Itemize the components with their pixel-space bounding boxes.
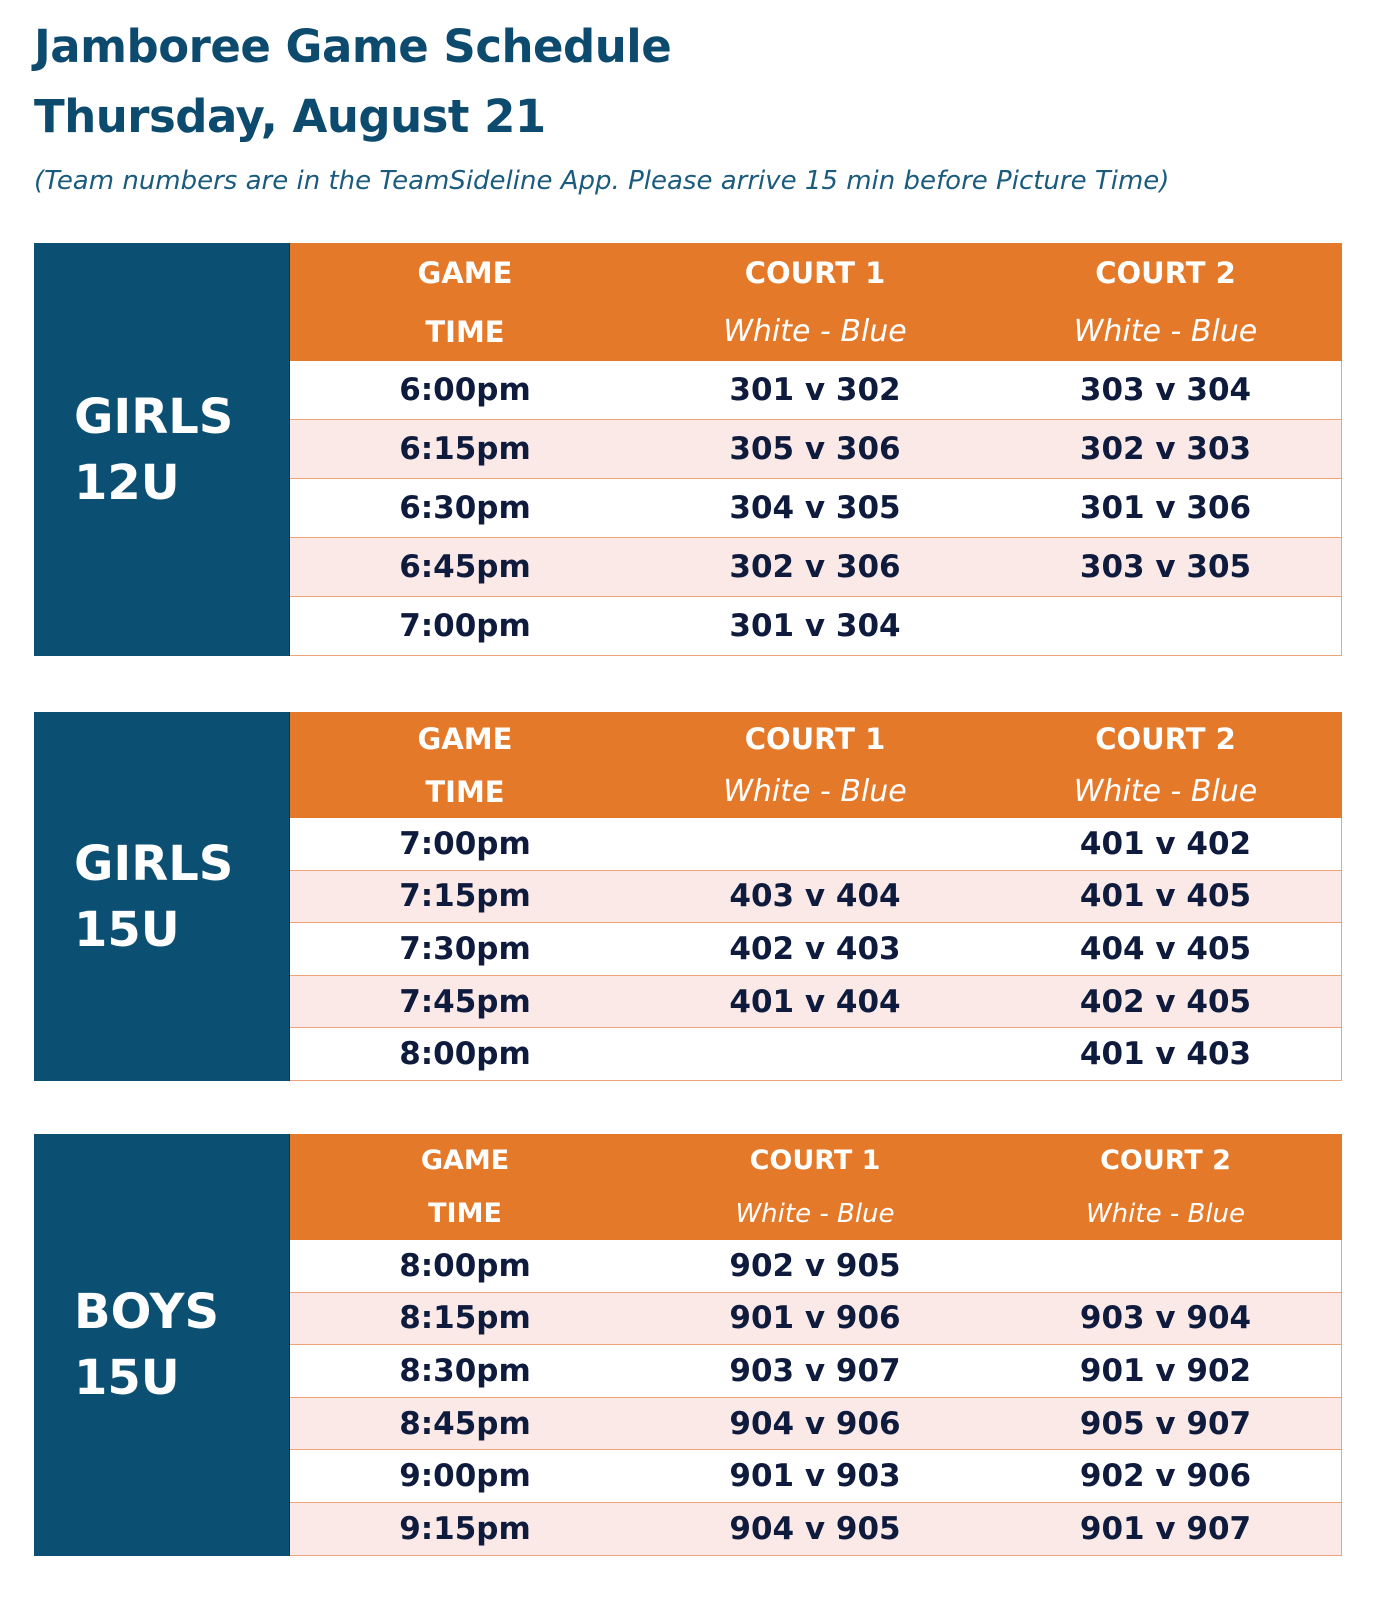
- court-1-matchup: 304 v 305: [729, 490, 901, 526]
- game-time: 6:30pm: [399, 490, 531, 526]
- court-1-matchup: 301 v 302: [729, 372, 901, 408]
- game-time: 9:15pm: [399, 1510, 531, 1547]
- game-time: 7:00pm: [399, 825, 531, 862]
- court-2-matchup: 303 v 305: [1079, 549, 1252, 585]
- court-1-matchup: 302 v 306: [729, 549, 901, 585]
- court-1-matchup: 901 v 903: [729, 1458, 901, 1495]
- page-date: Thursday, August 21: [34, 90, 546, 143]
- page-title: Jamboree Game Schedule: [34, 20, 672, 73]
- header-court-2: COURT 2: [1100, 1145, 1231, 1176]
- header-time: TIME: [428, 1198, 502, 1229]
- table-row: [290, 1450, 1342, 1503]
- game-time: 9:00pm: [399, 1458, 531, 1495]
- game-time: 6:00pm: [399, 372, 531, 408]
- header-court-2-colors: White - Blue: [1073, 314, 1258, 349]
- header-game: GAME: [420, 1145, 510, 1176]
- table-header: [290, 243, 1342, 361]
- division-age: 12U: [74, 454, 180, 511]
- header-time: TIME: [425, 314, 505, 349]
- game-time: 8:00pm: [399, 1247, 531, 1284]
- header-court-1-colors: White - Blue: [723, 774, 907, 809]
- court-2-matchup: 301 v 306: [1079, 490, 1252, 526]
- header-court-2-colors: White - Blue: [1073, 774, 1258, 809]
- header-row-bottom: [290, 1187, 1342, 1240]
- court-1-matchup: 901 v 906: [729, 1300, 901, 1337]
- court-2-matchup: 401 v 403: [1079, 1036, 1252, 1073]
- table-row: [290, 818, 1342, 871]
- court-2-matchup: 901 v 907: [1079, 1510, 1252, 1547]
- division-label: [34, 712, 290, 1081]
- table-row: [290, 1345, 1342, 1398]
- game-time: 7:00pm: [399, 608, 531, 644]
- division-age: 15U: [74, 1349, 180, 1406]
- header-row-top: [290, 243, 1342, 302]
- header-court-2-colors: White - Blue: [1085, 1198, 1246, 1229]
- division-gender: GIRLS: [74, 835, 234, 892]
- table-row: [290, 1503, 1342, 1556]
- schedule-table: [290, 1134, 1342, 1556]
- court-2-matchup: 402 v 405: [1079, 983, 1252, 1020]
- header-row-bottom: [290, 765, 1342, 818]
- court-2-matchup: 401 v 405: [1079, 878, 1252, 915]
- page-subtitle: (Team numbers are in the TeamSideline App. Please arrive 15 min before Picture Time): [34, 166, 1170, 196]
- court-1-matchup: 904 v 905: [729, 1510, 901, 1547]
- header-court-2: COURT 2: [1095, 721, 1236, 756]
- table-row: [290, 1240, 1342, 1293]
- court-2-matchup: 401 v 402: [1079, 825, 1252, 862]
- table-row: [290, 976, 1342, 1029]
- court-1-matchup: 904 v 906: [729, 1405, 901, 1442]
- court-2-matchup: 902 v 906: [1079, 1458, 1252, 1495]
- court-2-matchup: 905 v 907: [1079, 1405, 1252, 1442]
- table-row: [290, 1293, 1342, 1346]
- header-time: TIME: [425, 774, 505, 809]
- game-time: 6:45pm: [399, 549, 531, 585]
- header-court-1-colors: White - Blue: [735, 1198, 895, 1229]
- court-2-matchup: 303 v 304: [1079, 372, 1252, 408]
- table-row: [290, 1398, 1342, 1451]
- table-header: [290, 712, 1342, 818]
- table-row: [290, 538, 1342, 597]
- game-time: 8:15pm: [399, 1300, 531, 1337]
- court-2-matchup: 404 v 405: [1079, 930, 1252, 967]
- game-time: 7:15pm: [399, 878, 531, 915]
- court-1-matchup: 903 v 907: [729, 1352, 901, 1389]
- court-1-matchup: 403 v 404: [729, 878, 901, 915]
- header-court-1: COURT 1: [744, 721, 886, 756]
- table-row: [290, 420, 1342, 479]
- game-time: 6:15pm: [399, 431, 531, 467]
- court-1-matchup: 301 v 304: [729, 608, 901, 644]
- header-court-1-colors: White - Blue: [723, 314, 907, 349]
- header-court-1: COURT 1: [744, 255, 886, 290]
- court-2-matchup: 302 v 303: [1079, 431, 1252, 467]
- table-row: [290, 479, 1342, 538]
- schedule-section: [34, 712, 1342, 1081]
- division-gender: BOYS: [74, 1283, 220, 1340]
- table-row: [290, 597, 1342, 656]
- header-game: GAME: [417, 721, 513, 756]
- game-time: 7:45pm: [399, 983, 531, 1020]
- table-row: [290, 923, 1342, 976]
- court-2-matchup: 903 v 904: [1079, 1300, 1252, 1337]
- schedule-section: [34, 1134, 1342, 1556]
- schedule-table: [290, 712, 1342, 1081]
- game-time: 8:45pm: [399, 1405, 531, 1442]
- table-header: [290, 1134, 1342, 1240]
- table-row: [290, 1028, 1342, 1081]
- game-time: 8:00pm: [399, 1036, 531, 1073]
- header-row-top: [290, 1134, 1342, 1187]
- game-time: 7:30pm: [399, 930, 531, 967]
- court-1-matchup: 402 v 403: [729, 930, 901, 967]
- schedule-section: [34, 243, 1342, 656]
- table-row: [290, 361, 1342, 420]
- court-1-matchup: 305 v 306: [729, 431, 901, 467]
- schedule-table: [290, 243, 1342, 656]
- header-row-top: [290, 712, 1342, 765]
- header-row-bottom: [290, 302, 1342, 361]
- header-court-2: COURT 2: [1095, 255, 1236, 290]
- division-label: [34, 1134, 290, 1556]
- court-1-matchup: 902 v 905: [729, 1247, 901, 1284]
- court-1-matchup: 401 v 404: [729, 983, 901, 1020]
- division-gender: GIRLS: [74, 388, 234, 445]
- header-game: GAME: [417, 255, 513, 290]
- division-label: [34, 243, 290, 656]
- division-age: 15U: [74, 901, 180, 958]
- court-2-matchup: 901 v 902: [1079, 1352, 1252, 1389]
- table-row: [290, 871, 1342, 924]
- game-time: 8:30pm: [399, 1352, 531, 1389]
- header-court-1: COURT 1: [749, 1145, 881, 1176]
